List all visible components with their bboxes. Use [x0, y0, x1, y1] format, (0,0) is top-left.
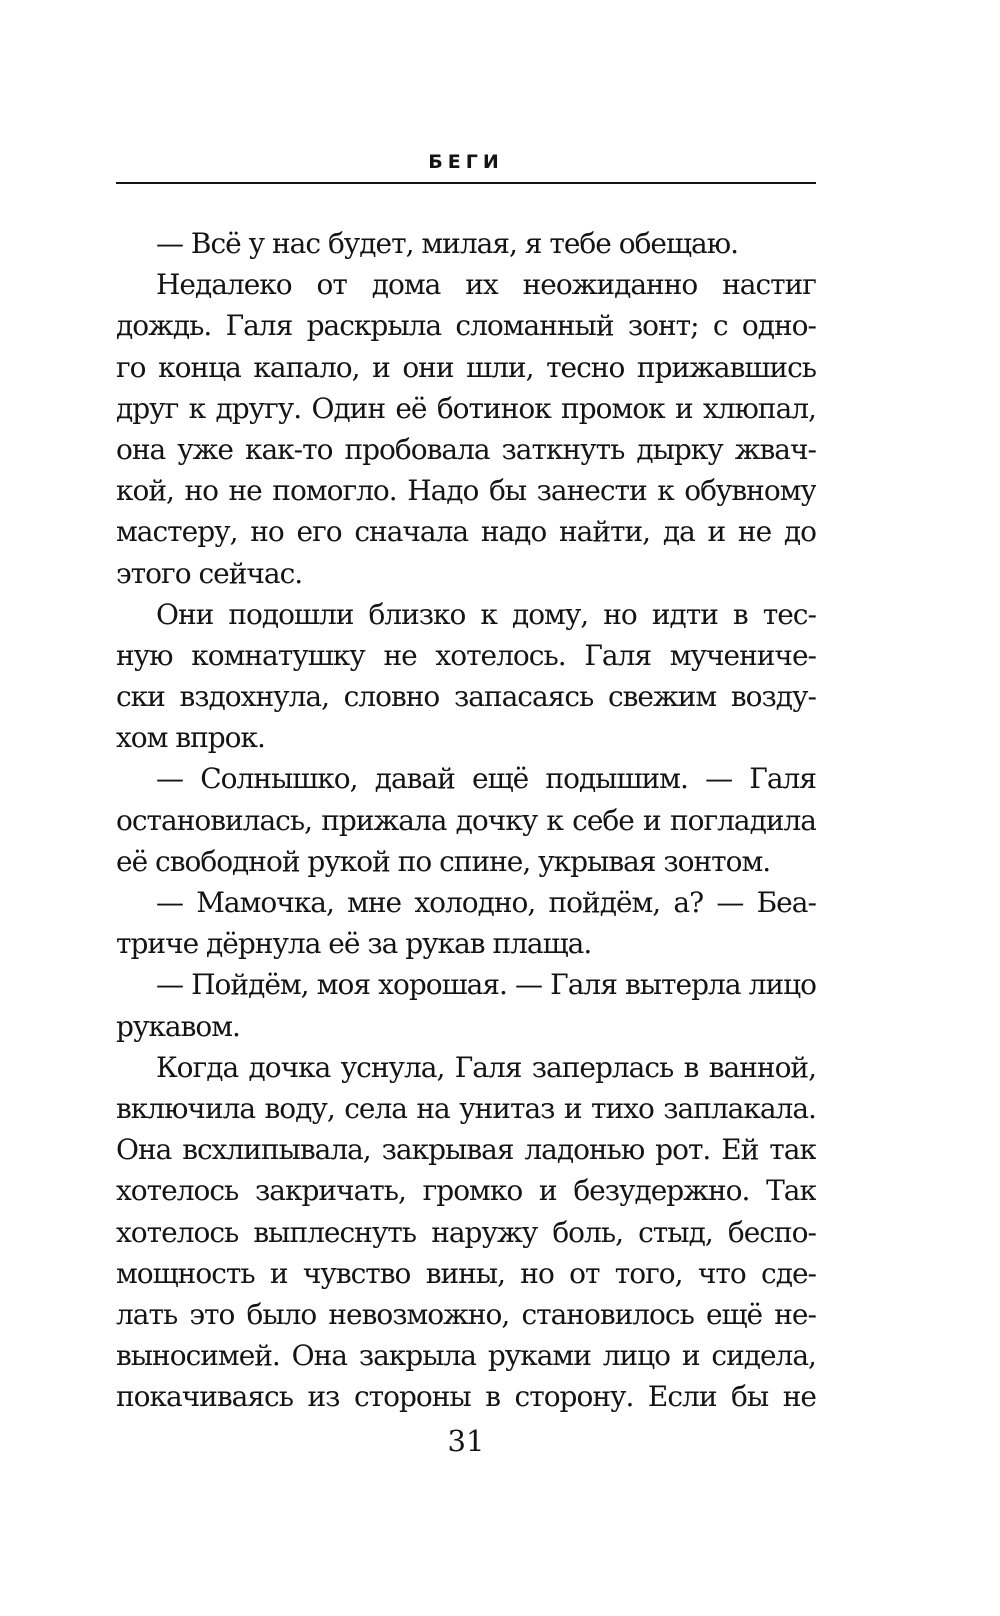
word: прижавшись [636, 350, 816, 384]
text-line [116, 882, 816, 923]
word: покачиваясь [116, 1380, 293, 1414]
text-line [116, 1088, 816, 1129]
word: ещё [705, 1297, 763, 1331]
word: запасаясь [453, 680, 594, 714]
word: но [250, 515, 284, 549]
word: стыд, [638, 1215, 713, 1249]
word: не [782, 1380, 816, 1414]
word: дырку [636, 432, 723, 466]
word: в [732, 597, 748, 631]
word: было [246, 1297, 317, 1331]
word: бы [488, 474, 527, 508]
word: это [189, 1297, 235, 1331]
word: словно [343, 680, 440, 714]
word: Ей [721, 1133, 759, 1167]
word: ски [116, 680, 165, 714]
word: невозможно, [328, 1297, 510, 1331]
word: не [737, 515, 772, 549]
word: и [538, 1174, 557, 1208]
word: но [184, 474, 218, 508]
word: Галя [225, 309, 293, 343]
word: как-то [244, 432, 333, 466]
text-line: хом впрок. [116, 721, 265, 755]
word: и [674, 391, 693, 425]
word: Она [291, 1339, 347, 1373]
word: и [563, 1091, 582, 1125]
word: лицо [602, 1339, 671, 1373]
word: вины, [425, 1256, 505, 1290]
word: неожиданно [522, 268, 698, 302]
word: вытерла [625, 968, 741, 1002]
text-line: этого сейчас. [116, 556, 303, 590]
word: закричать, [255, 1174, 406, 1208]
word: подошли [228, 597, 354, 631]
body-text [116, 223, 816, 1417]
word: всхлипывала, [182, 1133, 371, 1167]
word: ещё [472, 762, 529, 796]
word: сломанный [455, 309, 614, 343]
word: шли, [466, 350, 534, 384]
word: Беа- [756, 886, 816, 919]
word: так [769, 1133, 816, 1167]
word: мне [347, 886, 402, 919]
word: Она [116, 1133, 172, 1167]
word: не- [774, 1297, 816, 1331]
word: холодно, [414, 886, 536, 919]
page-number: 31 [447, 1424, 485, 1458]
word: к [657, 474, 674, 508]
word: близко [368, 597, 466, 631]
text-line [116, 1129, 816, 1170]
word: что [697, 1256, 746, 1290]
word: идти [651, 597, 718, 631]
word: ную [116, 638, 173, 672]
text-line [116, 1212, 816, 1253]
word: да [662, 515, 695, 549]
word: заперлась [531, 1050, 674, 1084]
word: выносимей. [116, 1339, 280, 1373]
word: тесно [546, 350, 625, 384]
word: ботинок [436, 391, 551, 425]
word: — [156, 968, 183, 1002]
word: помогло. [272, 474, 397, 508]
word: Надо [407, 474, 479, 508]
text-line: рукавом. [116, 1009, 240, 1043]
word: жвач- [734, 432, 816, 466]
word: мастеру, [116, 515, 238, 549]
header-rule [116, 182, 816, 184]
text-line [116, 347, 816, 388]
word: ванной, [708, 1050, 816, 1084]
word: лицо [748, 968, 816, 1002]
word: и [643, 803, 661, 837]
word: с [712, 309, 728, 343]
word: Галя [454, 1050, 522, 1084]
text-line [116, 594, 816, 635]
word: одно- [741, 309, 816, 343]
word: тес- [762, 597, 816, 631]
word: закрыла [358, 1339, 476, 1373]
word: Один [311, 391, 386, 425]
word: закрывая [381, 1133, 514, 1167]
word: Недалеко [156, 268, 292, 302]
text-line [116, 1170, 816, 1211]
text-line [116, 429, 816, 470]
word: её [395, 391, 427, 425]
word: Они [156, 597, 214, 631]
word: села [344, 1091, 407, 1125]
word: — [156, 886, 183, 919]
word: от [316, 268, 347, 302]
word: и [681, 1339, 700, 1373]
word: беспо- [727, 1215, 816, 1249]
word: — [156, 762, 183, 796]
word: в [485, 1380, 500, 1414]
word: но [603, 597, 637, 631]
word: моя [316, 968, 371, 1002]
word: промок [561, 391, 665, 425]
word: — [716, 886, 744, 919]
word: давай [374, 762, 455, 796]
word: чувство [302, 1256, 411, 1290]
text-line: её свободной рукой по спине, укрывая зонтом. [116, 844, 771, 878]
word: Если [647, 1380, 717, 1414]
text-line [116, 511, 816, 552]
word: они [402, 350, 454, 384]
text-line [116, 1047, 816, 1088]
word: Так [766, 1174, 816, 1208]
word: занести [536, 474, 647, 508]
word: прижала [321, 803, 447, 837]
word: заплакала. [663, 1091, 816, 1125]
word: к [188, 391, 206, 425]
word: обувному [684, 474, 816, 508]
text-line [116, 264, 816, 305]
word: друг [116, 391, 179, 425]
word: Пойдём, [191, 968, 309, 1002]
word: раскрыла [306, 309, 442, 343]
word: рот. [655, 1133, 711, 1167]
word: дочка [248, 1050, 331, 1084]
word: капало, [253, 350, 360, 384]
text-line [116, 305, 816, 346]
word: от [569, 1256, 600, 1290]
word: подышим. [545, 762, 688, 796]
text-line [116, 758, 816, 799]
word: настиг [722, 268, 816, 302]
word: включила [116, 1091, 256, 1125]
word: хорошая. [378, 968, 507, 1002]
text-line [116, 964, 816, 1005]
word: погладила [669, 803, 816, 837]
word: остановилась, [116, 803, 312, 837]
word: стороны [353, 1380, 471, 1414]
word: громко [422, 1174, 523, 1208]
word: другу. [215, 391, 302, 425]
word: до [783, 515, 816, 549]
word: боль, [552, 1215, 623, 1249]
word: пойдём, [548, 886, 661, 919]
word: возду- [730, 680, 816, 714]
text-line [116, 800, 816, 841]
text-line [116, 388, 816, 429]
word: кой, [116, 474, 174, 508]
word: вздохнула, [179, 680, 329, 714]
text-line: — Всё у нас будет, милая, я тебе обещаю. [156, 227, 739, 260]
word: становилось [521, 1297, 694, 1331]
word: сначала [354, 515, 469, 549]
word: но [520, 1256, 554, 1290]
word: ладонью [524, 1133, 645, 1167]
word: заткнуть [501, 432, 625, 466]
word: го [116, 350, 146, 384]
text-line [116, 1253, 816, 1294]
word: хотелось [116, 1174, 239, 1208]
word: того, [614, 1256, 683, 1290]
word: к [480, 597, 497, 631]
word: сторону. [514, 1380, 634, 1414]
running-title: БЕГИ [428, 151, 504, 173]
word: не [228, 474, 262, 508]
word: — [515, 968, 543, 1002]
word: дочку [455, 803, 538, 837]
word: Солнышко, [200, 762, 358, 796]
text-line [116, 1294, 816, 1335]
word: пробовала [344, 432, 490, 466]
word: в [683, 1050, 699, 1084]
word: их [465, 268, 498, 302]
text-line [116, 1335, 816, 1376]
word: мучениче- [669, 638, 816, 672]
word: найти, [559, 515, 651, 549]
word: хотелось. [435, 638, 566, 672]
word: Мамочка, [196, 886, 334, 919]
word: конца [158, 350, 241, 384]
word: зонт; [627, 309, 699, 343]
text-line: триче дёрнула её за рукав плаща. [116, 927, 592, 961]
text-line [116, 1376, 816, 1417]
word: она [116, 432, 166, 466]
word: Галя [584, 638, 652, 672]
word: дому, [511, 597, 589, 631]
word: и [372, 350, 390, 384]
text-line [116, 676, 816, 717]
word: тихо [591, 1091, 654, 1125]
word: дома [371, 268, 441, 302]
word: уже [177, 432, 233, 466]
word: уснула, [340, 1050, 445, 1084]
word: мощность [116, 1256, 255, 1290]
word: хотелось [116, 1215, 239, 1249]
word: свежим [607, 680, 717, 714]
word: унитаз [459, 1091, 555, 1125]
word: воду, [264, 1091, 335, 1125]
word: наружу [431, 1215, 538, 1249]
word: безудержно. [573, 1174, 750, 1208]
word: себе [572, 803, 634, 837]
word: не [383, 638, 417, 672]
word: бы [731, 1380, 769, 1414]
text-line [116, 470, 816, 511]
word: надо [480, 515, 547, 549]
word: — [705, 762, 733, 796]
word: выплеснуть [253, 1215, 417, 1249]
word: а? [673, 886, 704, 919]
word: Когда [156, 1050, 239, 1084]
word: Галя [749, 762, 816, 796]
word: сде- [761, 1256, 816, 1290]
word: дождь. [116, 309, 212, 343]
word: к [546, 803, 563, 837]
word: хлюпал, [702, 391, 816, 425]
word: и [707, 515, 726, 549]
word: его [296, 515, 342, 549]
word: из [307, 1380, 340, 1414]
word: руками [487, 1339, 591, 1373]
text-line [116, 635, 816, 676]
word: лать [116, 1297, 178, 1331]
word: сидела, [711, 1339, 816, 1373]
word: комнатушку [191, 638, 365, 672]
word: и [269, 1256, 288, 1290]
word: на [416, 1091, 450, 1125]
word: Галя [550, 968, 617, 1002]
